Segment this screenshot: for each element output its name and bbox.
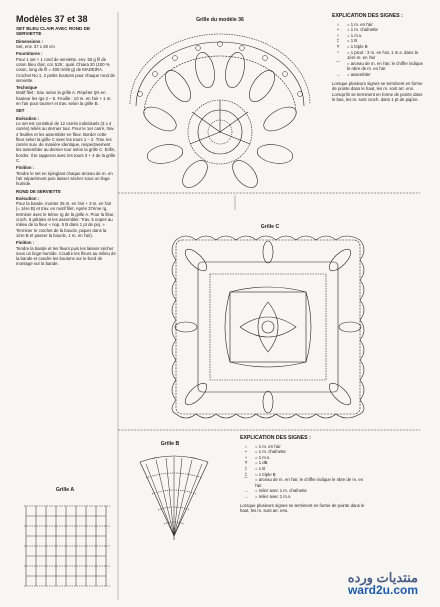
picot-icon: ᴖ: [336, 49, 340, 55]
double-crochet-icon: ‡: [244, 465, 248, 471]
legend-row: [332, 72, 426, 78]
single-crochet-icon: +: [336, 32, 340, 38]
triple-crochet-icon: Ŧ: [336, 43, 340, 49]
legend-text: = 1 m.s.: [347, 32, 363, 38]
page-title: Modèles 37 et 38: [16, 14, 88, 24]
legend-text: = 1 triple B: [255, 471, 276, 477]
legend-text: = arceau de m. en l'air, le chiffre indique le nbre de m. en l'air: [347, 60, 423, 72]
grille-b-title: Grille B: [160, 441, 180, 447]
legend-text: = 1 m. en l'air: [347, 21, 373, 27]
legend-text: = 1 dB: [255, 460, 268, 466]
grille-c-diagram: [168, 232, 368, 422]
fournitures-text: Pour 1 set + 1 rond de serviette, env. 50 g fil de coton bleu clair, col. 529 ; qual. Chiara 20 (100 % coton, long de fil = 400 m/50 g) de MADEIRA. Crochet No 1, 2 petits boutons pour chaque rond de serviette.: [16, 56, 115, 83]
legend-row: [240, 494, 368, 500]
grille-a-diagram: [20, 496, 114, 596]
finition-heading: Finition :: [16, 165, 35, 171]
legend-row: [332, 61, 426, 72]
legend-top-note: Lorsque plusieurs signes se terminent en forme de pointe dans le haut, les m. sont arr. ens. Lorsqu'ils se terminent en forme de pointe dans le bas, les m. sont croch. dans 1 pt de piqûre.: [332, 80, 423, 103]
double-crochet-icon: ‡: [336, 38, 340, 44]
slip-stitch-icon: •: [245, 449, 247, 455]
chain-stitch-icon: ○: [336, 21, 340, 27]
set-heading: SET: [16, 108, 25, 114]
legend-text: = 1 triple B: [347, 43, 368, 49]
rond-execution-heading: Exécution :: [16, 195, 40, 201]
join-single-icon: →: [243, 493, 249, 499]
legend-text: = 1 m. chaînette: [347, 27, 378, 33]
legend-text: = relier avec 1 m. chaînette: [255, 488, 307, 494]
join-slip-icon: →: [243, 488, 249, 494]
execution-text: Le set est constitué de 12 carrés individuels (3 x 4 carrés) reliés au dernier tour. Pour le 1er carré, trav. 4 feuilles et les assembler en fleur. Border cette fleur selon la grille C avec les tours 1 – 2. Trav. les carrés suiv. de manière identique, respectivement les assembler au dernier tour selon la grille C. Enfin, border. Il te rapperon avec les tours 3 + 4 de la grille C.: [16, 120, 116, 164]
fournitures-heading: Fournitures :: [16, 51, 43, 57]
technique-text: Motif filet : trav. selon la grille A. Répéter tjrs en hauteur les rgs 2 – 5. Feuille : 10 m. en l'air + 1 m. en l'air pour tourner et trav. selon la grille B.: [16, 90, 112, 107]
grille-c-title: Grille C: [260, 224, 280, 230]
join-arrow-icon: →: [335, 71, 341, 77]
legend-bottom: [240, 436, 368, 514]
watermark-domain: ward2u.com: [347, 583, 418, 597]
technique-heading: Technique: [16, 85, 38, 91]
legend-text: = 1 B: [347, 38, 358, 44]
rond-execution-text: Pour la bande, monter 25 m. en l'air + 3 m. en l'air (= 1ère B) et trav. en motif filet. Après 37ème rg, terminer avec le 6ème rg de la grille A. Pour la fleur, croch. 5 pétales et les assembler. Trav. 5 nopes au milieu de la fleur « nop. 5 B dans 1 pt de piq. » Terminer le crochet de la boucle, piquer dans la 1ère B et passer la boucle, 1 m. en l'air).: [16, 201, 115, 238]
dimensions-text: Set, env. 37 x 28 cm: [16, 44, 55, 50]
chain-arch-icon: ⌒: [335, 60, 341, 66]
legend-bottom-title: EXPLICATION DES SIGNES :: [240, 435, 311, 441]
rond-finition-text: Tendre la bande et les fleurs puis les laisser sécher sous un linge humide. Coudre les fleurs au milieu de la bande et coudre les boutons sur le bord de montage sur la bande.: [16, 245, 116, 267]
grille-36-title: Grille du modèle 36: [196, 17, 244, 23]
legend-text: = 1 m. chaînette: [255, 449, 286, 455]
watermark-arabic: منتديات ورده: [347, 570, 418, 585]
chain-arch-icon: ⌒: [243, 477, 249, 483]
legend-bottom-note: Lorsque plusieurs signes se terminent en forme de pointe dans le haut, les m. sont arr. ens.: [240, 502, 365, 514]
legend-text: = relier avec 1 m.s.: [255, 493, 292, 499]
dimensions-heading: Dimensions :: [16, 38, 43, 44]
half-double-icon: Ŧ: [244, 460, 248, 466]
legend-text: = 1 m. en l'air: [255, 443, 281, 449]
legend-text: = 1 B: [255, 465, 266, 471]
legend-text: = 1 picot : 3 m. en l'air, 1 m.s. dans la 1ère m. en l'air: [347, 49, 418, 61]
finition-text: Tendre le set en épinglant chaque arceau de m. en l'air séparément puis laisser sécher sous un linge humide.: [16, 170, 113, 187]
set-subtitle: SET BLEU CLAIR AVEC ROND DE SERVIETTE: [16, 26, 91, 37]
grille-a-title: Grille A: [55, 487, 75, 493]
triple-crochet-icon: ‡: [244, 471, 248, 477]
slip-stitch-icon: •: [337, 27, 339, 33]
legend-row: [240, 477, 368, 488]
legend-row: [332, 50, 426, 61]
legend-top: [332, 14, 426, 103]
legend-text: = 1 m.s.: [255, 454, 271, 460]
legend-top-title: EXPLICATION DES SIGNES :: [332, 13, 403, 19]
legend-text: = arceau de m. en l'air, le chiffre indique le nbre de m. en l'air: [255, 477, 364, 488]
rond-finition-heading: Finition :: [16, 240, 35, 246]
single-crochet-icon: +: [244, 454, 248, 460]
execution-heading: Exécution :: [16, 115, 40, 121]
grille-b-diagram: [134, 450, 214, 540]
legend-text: = assembler: [347, 71, 371, 77]
chain-stitch-icon: ○: [244, 443, 248, 449]
rond-heading: ROND DE SERVIETTE: [16, 188, 61, 194]
grille-36-diagram: [120, 24, 320, 189]
site-watermark: [348, 571, 418, 597]
